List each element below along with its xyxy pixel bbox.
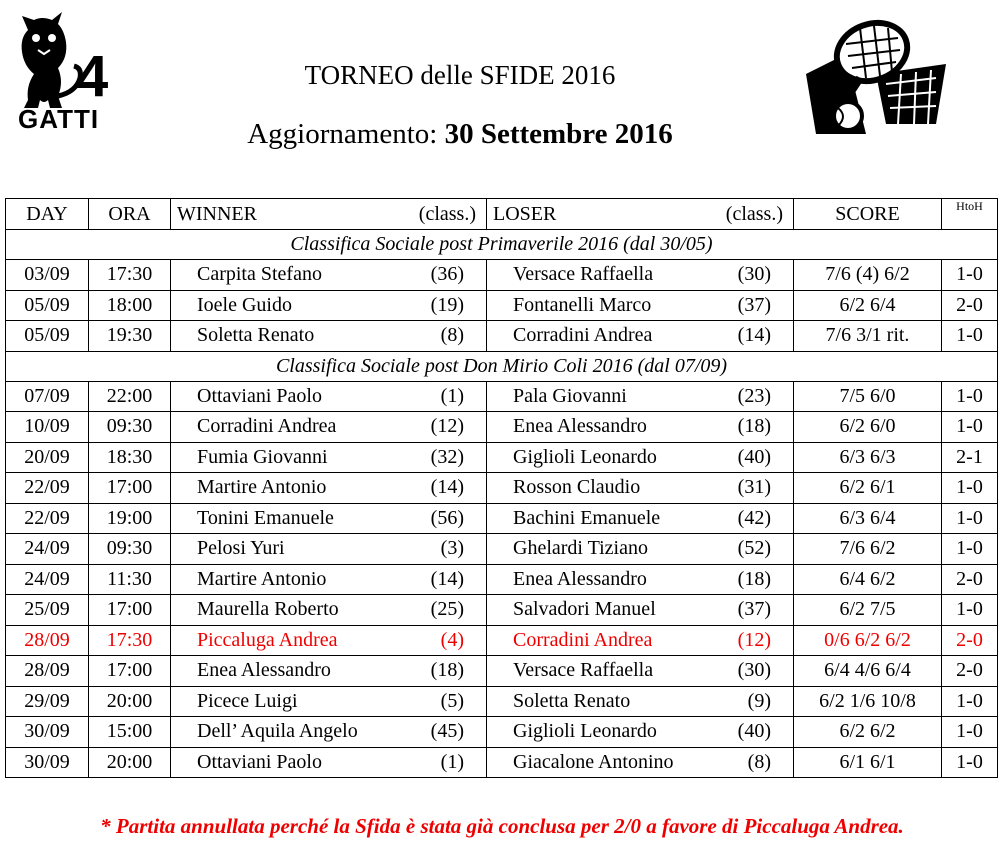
section-header-row (6, 230, 998, 260)
cell-day: 20/09 (6, 442, 89, 473)
cell-score: 6/3 6/3 (794, 442, 942, 473)
cell-winner: Carpita Stefano (171, 260, 397, 291)
cell-day: 24/09 (6, 534, 89, 565)
cell-winner-class: (36) (397, 260, 487, 291)
cell-winner: Pelosi Yuri (171, 534, 397, 565)
cell-time: 20:00 (89, 686, 171, 717)
cell-time: 11:30 (89, 564, 171, 595)
cell-htoh: 2-0 (942, 625, 998, 656)
cell-time: 17:00 (89, 473, 171, 504)
cell-winner-class: (19) (397, 290, 487, 321)
col-day: DAY (6, 199, 89, 230)
cell-loser: Soletta Renato (487, 686, 724, 717)
table-row (6, 747, 998, 778)
cell-day: 10/09 (6, 412, 89, 443)
cell-htoh: 1-0 (942, 534, 998, 565)
cell-winner: Ioele Guido (171, 290, 397, 321)
cell-loser: Corradini Andrea (487, 625, 724, 656)
cell-loser-class: (31) (724, 473, 794, 504)
cell-loser-class: (12) (724, 625, 794, 656)
cell-score: 6/1 6/1 (794, 747, 942, 778)
cell-day: 24/09 (6, 564, 89, 595)
cell-day: 30/09 (6, 747, 89, 778)
cell-loser: Versace Raffaella (487, 656, 724, 687)
cell-loser-class: (30) (724, 260, 794, 291)
cell-loser: Ghelardi Tiziano (487, 534, 724, 565)
cell-winner-class: (25) (397, 595, 487, 626)
cell-loser-class: (30) (724, 656, 794, 687)
cell-loser: Rosson Claudio (487, 473, 724, 504)
col-winner-class: (class.) (397, 199, 487, 230)
cell-winner: Enea Alessandro (171, 656, 397, 687)
cell-htoh: 1-0 (942, 321, 998, 352)
cell-loser: Enea Alessandro (487, 412, 724, 443)
cell-day: 25/09 (6, 595, 89, 626)
cell-loser-class: (37) (724, 290, 794, 321)
cell-score: 6/2 6/4 (794, 290, 942, 321)
update-line (0, 118, 920, 151)
cell-time: 18:30 (89, 442, 171, 473)
cell-loser: Salvadori Manuel (487, 595, 724, 626)
cell-score: 7/5 6/0 (794, 381, 942, 412)
cell-htoh: 1-0 (942, 381, 998, 412)
cell-score: 6/2 7/5 (794, 595, 942, 626)
cell-winner-class: (32) (397, 442, 487, 473)
table-row (6, 717, 998, 748)
results-table (5, 198, 998, 778)
cell-time: 17:30 (89, 260, 171, 291)
cell-loser-class: (37) (724, 595, 794, 626)
cell-winner: Ottaviani Paolo (171, 747, 397, 778)
cell-winner-class: (45) (397, 717, 487, 748)
cell-day: 03/09 (6, 260, 89, 291)
cell-day: 05/09 (6, 321, 89, 352)
cell-score: 0/6 6/2 6/2 (794, 625, 942, 656)
cell-time: 19:30 (89, 321, 171, 352)
cell-score: 6/4 6/2 (794, 564, 942, 595)
cell-loser-class: (40) (724, 442, 794, 473)
cell-winner: Maurella Roberto (171, 595, 397, 626)
cell-time: 17:00 (89, 595, 171, 626)
col-winner: WINNER (171, 199, 397, 230)
cell-score: 7/6 (4) 6/2 (794, 260, 942, 291)
update-date: 30 Settembre 2016 (444, 118, 673, 150)
logo-number: 4 (76, 44, 109, 109)
cell-time: 22:00 (89, 381, 171, 412)
cell-winner: Ottaviani Paolo (171, 381, 397, 412)
table-row (6, 595, 998, 626)
section-header-row (6, 351, 998, 381)
table-row (6, 381, 998, 412)
cell-winner: Martire Antonio (171, 564, 397, 595)
cell-htoh: 1-0 (942, 717, 998, 748)
cell-score: 6/2 6/1 (794, 473, 942, 504)
cell-winner: Corradini Andrea (171, 412, 397, 443)
cell-day: 29/09 (6, 686, 89, 717)
cell-winner-class: (56) (397, 503, 487, 534)
col-score: SCORE (794, 199, 942, 230)
cell-time: 09:30 (89, 534, 171, 565)
cell-score: 6/2 1/6 10/8 (794, 686, 942, 717)
cell-winner-class: (18) (397, 656, 487, 687)
cell-score: 6/2 6/0 (794, 412, 942, 443)
cell-winner-class: (12) (397, 412, 487, 443)
cell-winner: Piccaluga Andrea (171, 625, 397, 656)
cell-winner-class: (8) (397, 321, 487, 352)
cell-loser: Enea Alessandro (487, 564, 724, 595)
cell-htoh: 2-1 (942, 442, 998, 473)
cell-day: 30/09 (6, 717, 89, 748)
table-row (6, 564, 998, 595)
cell-winner-class: (4) (397, 625, 487, 656)
cell-day: 07/09 (6, 381, 89, 412)
cell-loser: Giglioli Leonardo (487, 442, 724, 473)
cell-loser-class: (8) (724, 747, 794, 778)
table-row (6, 473, 998, 504)
col-htoh: HtoH (942, 199, 998, 230)
tennis-logo (786, 14, 950, 154)
cell-loser: Giglioli Leonardo (487, 717, 724, 748)
cell-winner-class: (14) (397, 564, 487, 595)
cell-loser: Fontanelli Marco (487, 290, 724, 321)
col-loser: LOSER (487, 199, 724, 230)
col-time: ORA (89, 199, 171, 230)
cell-day: 05/09 (6, 290, 89, 321)
cell-loser-class: (14) (724, 321, 794, 352)
cell-time: 17:30 (89, 625, 171, 656)
cell-htoh: 1-0 (942, 595, 998, 626)
cell-loser-class: (52) (724, 534, 794, 565)
cell-htoh: 1-0 (942, 503, 998, 534)
table-row (6, 503, 998, 534)
table-row (6, 290, 998, 321)
cell-time: 17:00 (89, 656, 171, 687)
cell-loser: Giacalone Antonino (487, 747, 724, 778)
table-row (6, 412, 998, 443)
table-row (6, 442, 998, 473)
cell-score: 6/2 6/2 (794, 717, 942, 748)
cell-loser: Bachini Emanuele (487, 503, 724, 534)
logo-text: GATTI (18, 104, 100, 132)
cell-htoh: 1-0 (942, 747, 998, 778)
footnote: * Partita annullata perché la Sfida è stata già conclusa per 2/0 a favore di Piccaluga Andrea. (100, 814, 904, 838)
cell-time: 09:30 (89, 412, 171, 443)
cell-winner: Tonini Emanuele (171, 503, 397, 534)
cell-day: 22/09 (6, 503, 89, 534)
col-loser-class: (class.) (724, 199, 794, 230)
cell-winner-class: (1) (397, 747, 487, 778)
cell-day: 22/09 (6, 473, 89, 504)
cell-score: 7/6 3/1 rit. (794, 321, 942, 352)
cell-htoh: 1-0 (942, 260, 998, 291)
table-row (6, 260, 998, 291)
cell-loser-class: (18) (724, 564, 794, 595)
table-row (6, 656, 998, 687)
cell-htoh: 1-0 (942, 412, 998, 443)
cell-winner: Martire Antonio (171, 473, 397, 504)
cell-htoh: 1-0 (942, 686, 998, 717)
table-row (6, 686, 998, 717)
cell-loser: Versace Raffaella (487, 260, 724, 291)
cell-day: 28/09 (6, 625, 89, 656)
cell-time: 19:00 (89, 503, 171, 534)
cell-htoh: 1-0 (942, 473, 998, 504)
cell-score: 6/4 4/6 6/4 (794, 656, 942, 687)
page-title: TORNEO delle SFIDE 2016 (304, 60, 616, 90)
section-title: Classifica Sociale post Don Mirio Coli 2016 (dal 07/09) (6, 351, 998, 381)
cell-loser: Corradini Andrea (487, 321, 724, 352)
cell-winner: Fumia Giovanni (171, 442, 397, 473)
cell-time: 18:00 (89, 290, 171, 321)
cell-day: 28/09 (6, 656, 89, 687)
cell-winner: Dell’ Aquila Angelo (171, 717, 397, 748)
table-row (6, 321, 998, 352)
cell-time: 15:00 (89, 717, 171, 748)
cell-winner: Soletta Renato (171, 321, 397, 352)
cell-loser-class: (23) (724, 381, 794, 412)
cell-loser-class: (18) (724, 412, 794, 443)
cell-htoh: 2-0 (942, 290, 998, 321)
cell-winner-class: (5) (397, 686, 487, 717)
cell-winner: Picece Luigi (171, 686, 397, 717)
cell-winner-class: (14) (397, 473, 487, 504)
cell-htoh: 2-0 (942, 656, 998, 687)
table-row (6, 534, 998, 565)
header-row (6, 199, 998, 230)
cell-winner-class: (1) (397, 381, 487, 412)
cell-htoh: 2-0 (942, 564, 998, 595)
tennis-racket-icon (786, 14, 950, 154)
cell-score: 6/3 6/4 (794, 503, 942, 534)
cell-loser-class: (40) (724, 717, 794, 748)
cell-loser-class: (9) (724, 686, 794, 717)
section-title: Classifica Sociale post Primaverile 2016 (dal 30/05) (6, 230, 998, 260)
table-row (6, 625, 998, 656)
cell-winner-class: (3) (397, 534, 487, 565)
cell-loser-class: (42) (724, 503, 794, 534)
cell-score: 7/6 6/2 (794, 534, 942, 565)
cell-time: 20:00 (89, 747, 171, 778)
update-label: Aggiornamento: (247, 118, 438, 150)
cell-loser: Pala Giovanni (487, 381, 724, 412)
